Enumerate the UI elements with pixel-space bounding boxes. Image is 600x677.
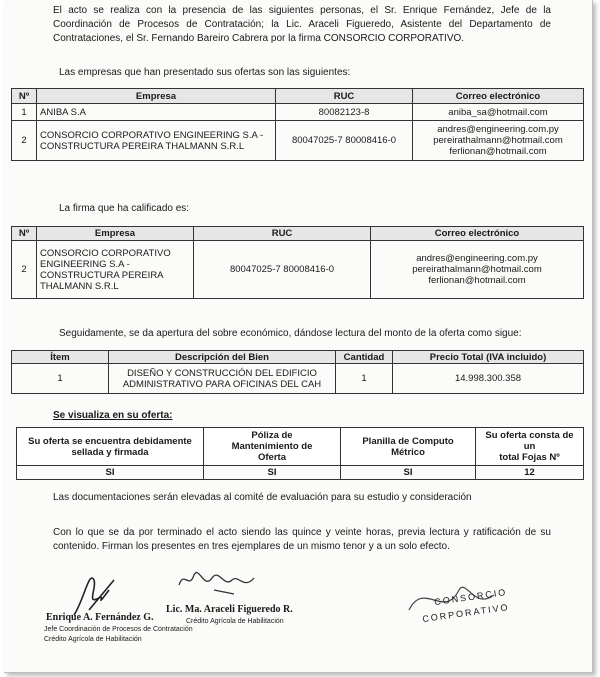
offers-row1-email: aniba_sa@hotmail.com	[413, 104, 584, 121]
qualified-row-num: 2	[12, 241, 37, 299]
qualified-header-company: Empresa	[37, 227, 194, 241]
visualize-title: Se visualiza en su oferta:	[53, 410, 173, 421]
visualize-table	[16, 427, 584, 480]
qualified-row-emails	[371, 241, 584, 299]
desc-line: ADMINISTRATIVO PARA OFICINAS DEL CAH	[122, 378, 322, 390]
economic-table	[11, 350, 584, 394]
economic-row-qty: 1	[336, 364, 393, 394]
signature-2-org: Crédito Agrícola de Habilitación	[186, 618, 284, 625]
table-row	[12, 121, 584, 161]
header-line: Métrico	[391, 446, 425, 458]
offers-row2-num: 2	[12, 121, 37, 161]
email-line: andres@engineering.com.py	[416, 253, 538, 264]
email-line: pereirathalmann@hotmail.com	[412, 264, 542, 275]
header-line: total Fojas Nº	[499, 452, 560, 463]
company-line: THALMANN S.R.L	[40, 280, 119, 292]
qualified-row-company	[37, 241, 194, 299]
table-row	[12, 241, 584, 299]
offers-row1-company: ANIBA S.A	[37, 104, 276, 121]
offers-header-company: Empresa	[37, 89, 276, 104]
qualified-intro: La firma que ha calificado es:	[59, 203, 190, 214]
header-line: sellada y firmada	[71, 446, 149, 458]
economic-row-desc	[109, 364, 336, 394]
intro-paragraph: El acto se realiza con la presencia de las siguientes personas, el Sr. Enrique Fernández, Jefe de la Coordinación de Procesos de Contratación; la Lic. Araceli Figueredo, Asistente del Departamento de Contrataciones, el Sr. Fernando Bareiro Cabrera por la firma CONSORCIO CORPORATIVO.	[53, 5, 551, 44]
signature-scribble-2	[174, 560, 274, 600]
document-page	[4, 0, 593, 673]
qualified-row-ruc: 80047025-7 80008416-0	[194, 241, 371, 299]
email-line: ferlionan@hotmail.com	[449, 146, 547, 157]
table-row	[17, 466, 584, 480]
offers-intro: Las empresas que han presentado sus ofertas son las siguientes:	[59, 67, 351, 78]
economic-header-desc: Descripción del Bien	[109, 351, 336, 364]
visualize-value-policy: SI	[204, 466, 341, 480]
qualified-header-ruc: RUC	[194, 227, 371, 241]
signature-scribble-1	[64, 560, 124, 620]
header-line: Su oferta se encuentra debidamente	[28, 435, 192, 447]
company-line: ENGINEERING S.A -	[40, 258, 130, 270]
email-line: pereirathalmann@hotmail.com	[433, 135, 563, 146]
offers-header-num: Nº	[12, 89, 37, 104]
table-row	[12, 104, 584, 121]
offers-row1-num: 1	[12, 104, 37, 121]
offers-header-ruc: RUC	[276, 89, 413, 104]
signature-2-name: Lic. Ma. Araceli Figueredo R.	[166, 604, 293, 615]
docs-text: Las documentaciones serán elevadas al comité de evaluación para su estudio y consideración	[53, 492, 472, 503]
economic-header-total: Precio Total (IVA incluido)	[393, 351, 584, 364]
offers-row2-company: CONSORCIO CORPORATIVO ENGINEERING S.A - CONSTRUCTURA PEREIRA THALMANN S.R.L	[37, 121, 276, 161]
signature-1-name: Enrique A. Fernández G.	[46, 612, 154, 623]
visualize-value-fojas: 12	[476, 466, 584, 480]
header-line: Su oferta consta de un	[485, 430, 574, 452]
company-line: CONSORCIO CORPORATIVO	[40, 247, 171, 259]
table-row	[12, 364, 584, 394]
header-line: Póliza de	[251, 430, 293, 441]
visualize-header-sealed	[17, 428, 204, 466]
visualize-value-planilla: SI	[341, 466, 476, 480]
economic-row-total: 14.998.300.358	[393, 364, 584, 394]
offers-table	[11, 88, 584, 161]
qualified-header-email: Correo electrónico	[371, 227, 584, 241]
visualize-header-policy	[204, 428, 341, 466]
desc-line: DISEÑO Y CONSTRUCCIÓN DEL EDIFICIO	[127, 367, 317, 379]
signature-1-role: Jefe Coordinación de Procesos de Contratación	[44, 626, 193, 633]
economic-row-item: 1	[12, 364, 109, 394]
email-line: andres@engineering.com.py	[437, 124, 559, 135]
closing-paragraph: Con lo que se da por terminado el acto siendo las quince y veinte horas, previa lectura y ratificación de su contenido. Firman los presentes en tres ejemplares de un mismo tenor y a un solo efecto.	[53, 527, 551, 552]
offers-row2-ruc: 80047025-7 80008416-0	[276, 121, 413, 161]
qualified-header-num: Nº	[12, 227, 37, 241]
offers-header-email: Correo electrónico	[413, 89, 584, 104]
header-line: Mantenimiento de	[231, 441, 313, 452]
offers-row2-emails	[413, 121, 584, 161]
visualize-header-fojas	[476, 428, 584, 466]
economic-header-qty: Cantidad	[336, 351, 393, 364]
company-line: CONSTRUCTURA PEREIRA	[40, 269, 164, 281]
header-line: Planilla de Computo	[362, 435, 454, 447]
qualified-table	[11, 226, 584, 299]
visualize-header-planilla	[341, 428, 476, 466]
stamp-text-bottom: CORPORATIVO	[421, 601, 511, 625]
offers-row1-ruc: 80082123-8	[276, 104, 413, 121]
visualize-value-sealed: SI	[17, 466, 204, 480]
header-line: Oferta	[258, 452, 286, 463]
economic-intro: Seguidamente, se da apertura del sobre económico, dándose lectura del monto de la oferta como sigue:	[59, 328, 522, 339]
email-line: ferlionan@hotmail.com	[428, 275, 526, 286]
economic-header-item: Ítem	[12, 351, 109, 364]
signature-1-org: Crédito Agrícola de Habilitación	[44, 636, 142, 643]
stamp-text-top: CONSORCIO	[433, 586, 508, 608]
